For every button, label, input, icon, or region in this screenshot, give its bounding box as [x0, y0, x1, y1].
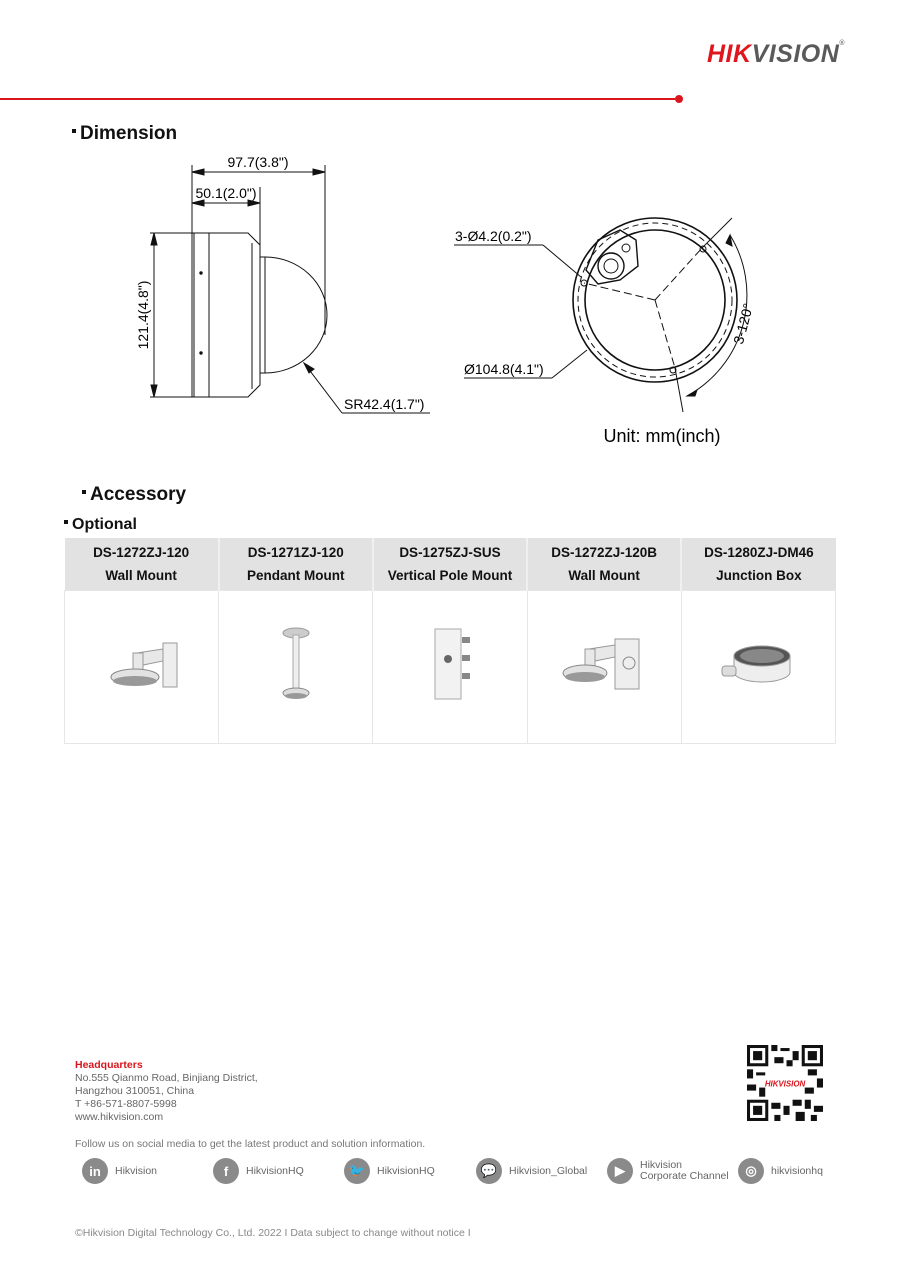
accessory-image-cell — [219, 591, 373, 744]
accessory-heading — [82, 484, 186, 506]
accessory-model: DS-1275ZJ-SUS — [399, 545, 501, 560]
camera-base — [192, 233, 260, 397]
bullet-icon — [64, 520, 68, 524]
copyright-text: ©Hikvision Digital Technology Co., Ltd. 2022 I Data subject to change without notice I — [75, 1227, 471, 1239]
accessory-header-cell — [527, 538, 681, 591]
logo-vision: VISION — [751, 40, 840, 68]
cable-outlet — [586, 230, 638, 284]
accessory-table — [64, 538, 836, 744]
accessory-header-cell — [373, 538, 527, 591]
leader-line — [543, 245, 581, 277]
qr-logo: HIKVISION — [764, 1079, 806, 1089]
follow-text: Follow us on social media to get the latest product and solution information. — [75, 1138, 426, 1150]
label-total-depth: 97.7(3.8") — [227, 154, 289, 170]
accessory-header-cell — [219, 538, 373, 591]
social-twitter[interactable] — [344, 1157, 435, 1185]
label-angle: 3-120° — [730, 301, 757, 346]
linkedin-icon: in — [82, 1158, 108, 1184]
social-instagram[interactable] — [738, 1157, 823, 1185]
logo-registered-mark: ® — [839, 40, 845, 47]
header-divider-line — [0, 98, 675, 100]
optional-heading-text: Optional — [72, 516, 137, 533]
dimension-heading — [72, 123, 177, 145]
qr-code — [747, 1045, 823, 1121]
arrowhead — [687, 390, 697, 396]
top-view-drawing — [440, 200, 770, 460]
address-line: Hangzhou 310051, China — [75, 1085, 195, 1097]
wall-mount-box-image — [559, 633, 649, 697]
headquarters-title: Headquarters — [75, 1059, 143, 1071]
accessory-image-cell — [373, 591, 527, 744]
label-diameter: Ø104.8(4.1") — [464, 361, 544, 377]
twitter-icon: 🐦 — [344, 1158, 370, 1184]
wechat-icon: 💬 — [476, 1158, 502, 1184]
accessory-model: DS-1280ZJ-DM46 — [704, 545, 814, 560]
junction-box-image — [718, 640, 798, 690]
social-wechat[interactable] — [476, 1157, 587, 1185]
accessory-header-cell — [65, 538, 219, 591]
accessory-image-row — [65, 591, 836, 744]
arrowhead — [304, 363, 314, 373]
social-label: Hikvision — [640, 1159, 683, 1171]
accessory-name: Vertical Pole Mount — [387, 568, 513, 583]
logo-hik: HIK — [707, 40, 752, 68]
label-holes: 3-Ø4.2(0.2") — [455, 228, 532, 244]
pole-mount-image — [425, 625, 475, 705]
label-base-depth: 50.1(2.0") — [195, 185, 257, 201]
unit-label: Unit: mm(inch) — [603, 426, 721, 446]
arrowhead — [151, 385, 157, 397]
social-label-secondary: Corporate Channel — [640, 1170, 729, 1182]
headquarters-block — [75, 1059, 258, 1124]
accessory-name: Wall Mount — [568, 568, 640, 583]
dimension-heading-text: Dimension — [80, 123, 178, 144]
arrowhead — [313, 169, 325, 175]
social-linkedin[interactable] — [82, 1157, 157, 1185]
accessory-image-cell — [65, 591, 219, 744]
address-line: No.555 Qianmo Road, Binjiang District, — [75, 1072, 258, 1084]
social-label: HikvisionHQ — [377, 1165, 435, 1177]
accessory-header-row — [65, 538, 836, 591]
accessory-image-cell — [527, 591, 681, 744]
accessory-header-cell — [681, 538, 835, 591]
optional-heading — [64, 516, 137, 534]
header-divider-dot — [675, 95, 683, 103]
instagram-icon: ◎ — [738, 1158, 764, 1184]
facebook-icon: f — [213, 1158, 239, 1184]
social-facebook[interactable] — [213, 1157, 304, 1185]
accessory-name: Junction Box — [716, 568, 802, 583]
arrowhead — [151, 233, 157, 245]
pendant-mount-image — [276, 625, 316, 705]
accessory-model: DS-1272ZJ-120B — [551, 545, 658, 560]
accessory-name: Pendant Mount — [247, 568, 345, 583]
accessory-model: DS-1272ZJ-120 — [93, 545, 190, 560]
leader-line — [552, 350, 587, 378]
label-dome-radius: SR42.4(1.7") — [344, 396, 425, 412]
social-youtube[interactable] — [607, 1157, 729, 1185]
accessory-name: Wall Mount — [105, 568, 177, 583]
website-link[interactable]: www.hikvision.com — [75, 1111, 164, 1123]
phone-number: T +86-571-8807-5998 — [75, 1098, 177, 1110]
label-height: 121.4(4.8") — [135, 280, 151, 350]
hikvision-logo — [707, 40, 845, 69]
accessory-image-cell — [681, 591, 835, 744]
bullet-icon — [72, 129, 76, 133]
accessory-model: DS-1271ZJ-120 — [247, 545, 344, 560]
camera-dome — [265, 257, 327, 373]
arrowhead — [192, 169, 204, 175]
bullet-icon — [82, 490, 86, 494]
social-label: Hikvision_Global — [509, 1165, 588, 1177]
social-label: hikvisionhq — [771, 1165, 823, 1177]
side-view-drawing — [120, 145, 450, 435]
social-label: Hikvision — [115, 1165, 158, 1177]
youtube-icon: ▶ — [607, 1158, 633, 1184]
social-label: HikvisionHQ — [246, 1165, 304, 1177]
wall-mount-image — [97, 635, 187, 695]
accessory-heading-text: Accessory — [90, 484, 187, 505]
